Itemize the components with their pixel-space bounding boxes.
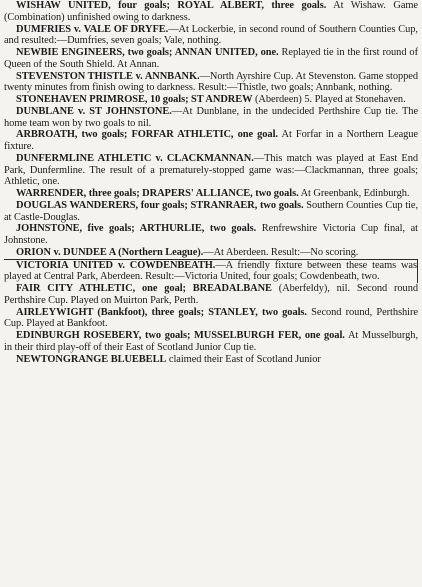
match-report	[4, 24, 418, 48]
report-headline: NEWTONGRANGE BLUEBELL	[16, 353, 167, 365]
report-body: (Aberfeldy), nil. Second round Perthshire Cup. Played on Muirton Park, Perth.	[4, 283, 418, 306]
match-report	[4, 223, 418, 247]
match-report	[4, 106, 418, 130]
match-report	[4, 200, 418, 224]
report-body: (Aberdeen) 5. Played at Stonehaven.	[252, 94, 406, 105]
report-headline: WARRENDER, three goals; DRAPERS' ALLIANCE, two goals.	[16, 188, 299, 199]
match-report	[4, 354, 418, 366]
match-report	[4, 94, 418, 106]
report-headline: EDINBURGH ROSEBERY, two goals; MUSSELBURGH FER, one goal.	[16, 330, 345, 341]
match-report	[4, 247, 418, 259]
match-report	[4, 307, 418, 331]
report-body: Renfrewshire Victoria Cup final, at Johnstone.	[4, 223, 418, 246]
report-headline: AIRLEYWIGHT (Bankfoot), three goals; STANLEY, two goals.	[16, 306, 307, 318]
match-report	[4, 188, 418, 200]
match-report	[4, 47, 418, 71]
report-body: Southern Counties Cup tie, at Castle-Douglas.	[4, 199, 418, 223]
match-report	[4, 0, 418, 24]
report-body: —North Ayrshire Cup. At Stevenston. Game stopped twenty minutes from finish owing to darkness. Result:—Thistle, two goals; Annbank, nothing.	[4, 70, 418, 94]
report-body: At Wishaw. Game (Combination) unfinished owing to darkness.	[4, 0, 418, 23]
report-body: —At Lockerbie, in second round of Southern Counties Cup, and resulted:—Dumfries, seven goals; Vale, nothing.	[4, 23, 418, 47]
newspaper-column	[4, 0, 418, 587]
report-body: —This match was played at East End Park, Dunfermline. The result of a prematurely-stopped game was:—Clackmannan, three goals; Athletic, one.	[4, 152, 418, 188]
match-report	[4, 330, 418, 354]
report-headline: NEWBIE ENGINEERS, two goals; ANNAN UNITED, one.	[16, 47, 279, 58]
match-report	[4, 153, 418, 188]
report-headline: WISHAW UNITED, four goals; ROYAL ALBERT, three goals.	[16, 0, 327, 11]
report-headline: ARBROATH, two goals; FORFAR ATHLETIC, one goal.	[16, 129, 278, 141]
report-headline: FAIR CITY ATHLETIC, one goal; BREADALBANE	[16, 283, 272, 294]
report-headline: ORION v. DUNDEE A (Northern League).	[16, 246, 204, 258]
report-headline: STONEHAVEN PRIMROSE, 10 goals; ST ANDREW	[16, 94, 253, 105]
report-body: At Greenbank, Edinburgh.	[298, 188, 410, 199]
match-report	[4, 129, 418, 153]
report-headline: VICTORIA UNITED v. COWDENBEATH.	[16, 259, 216, 271]
match-report	[4, 283, 418, 307]
report-body: claimed their East of Scotland Junior	[166, 353, 321, 365]
match-report	[4, 71, 418, 95]
report-headline: JOHNSTONE, five goals; ARTHURLIE, two goals.	[16, 223, 257, 235]
report-body: Second round, Perthshire Cup. Played at Bankfoot.	[4, 306, 418, 330]
report-body: —At Dunblane, in the undecided Perthshire Cup tie. The home team won by two goals to nil.	[4, 105, 418, 129]
report-body: Replayed tie in the first round of Queen of the South Shield. At Annan.	[4, 47, 418, 70]
report-headline: DUMFRIES v. VALE OF DRYFE.	[16, 23, 169, 35]
report-body: —A friendly fixture between these teams was played at Central Park, Aberdeen. Result:—Victoria United, four goals; Cowdenbeath, two.	[4, 259, 417, 283]
report-body: At Musselburgh, in their third play-off of their East of Scotland Junior Cup tie.	[4, 330, 418, 353]
report-headline: DOUGLAS WANDERERS, four goals; STRANRAER, two goals.	[16, 199, 304, 211]
report-headline: STEVENSTON THISTLE v. ANNBANK.	[16, 70, 200, 82]
report-body: —At Aberdeen. Result:—No scoring.	[203, 246, 359, 258]
match-report-boxed	[4, 259, 418, 284]
report-body: At Forfar in a Northern League fixture.	[4, 129, 418, 152]
report-headline: DUNFERMLINE ATHLETIC v. CLACKMANNAN.	[16, 152, 254, 164]
report-headline: DUNBLANE v. ST JOHNSTONE.	[16, 105, 172, 117]
